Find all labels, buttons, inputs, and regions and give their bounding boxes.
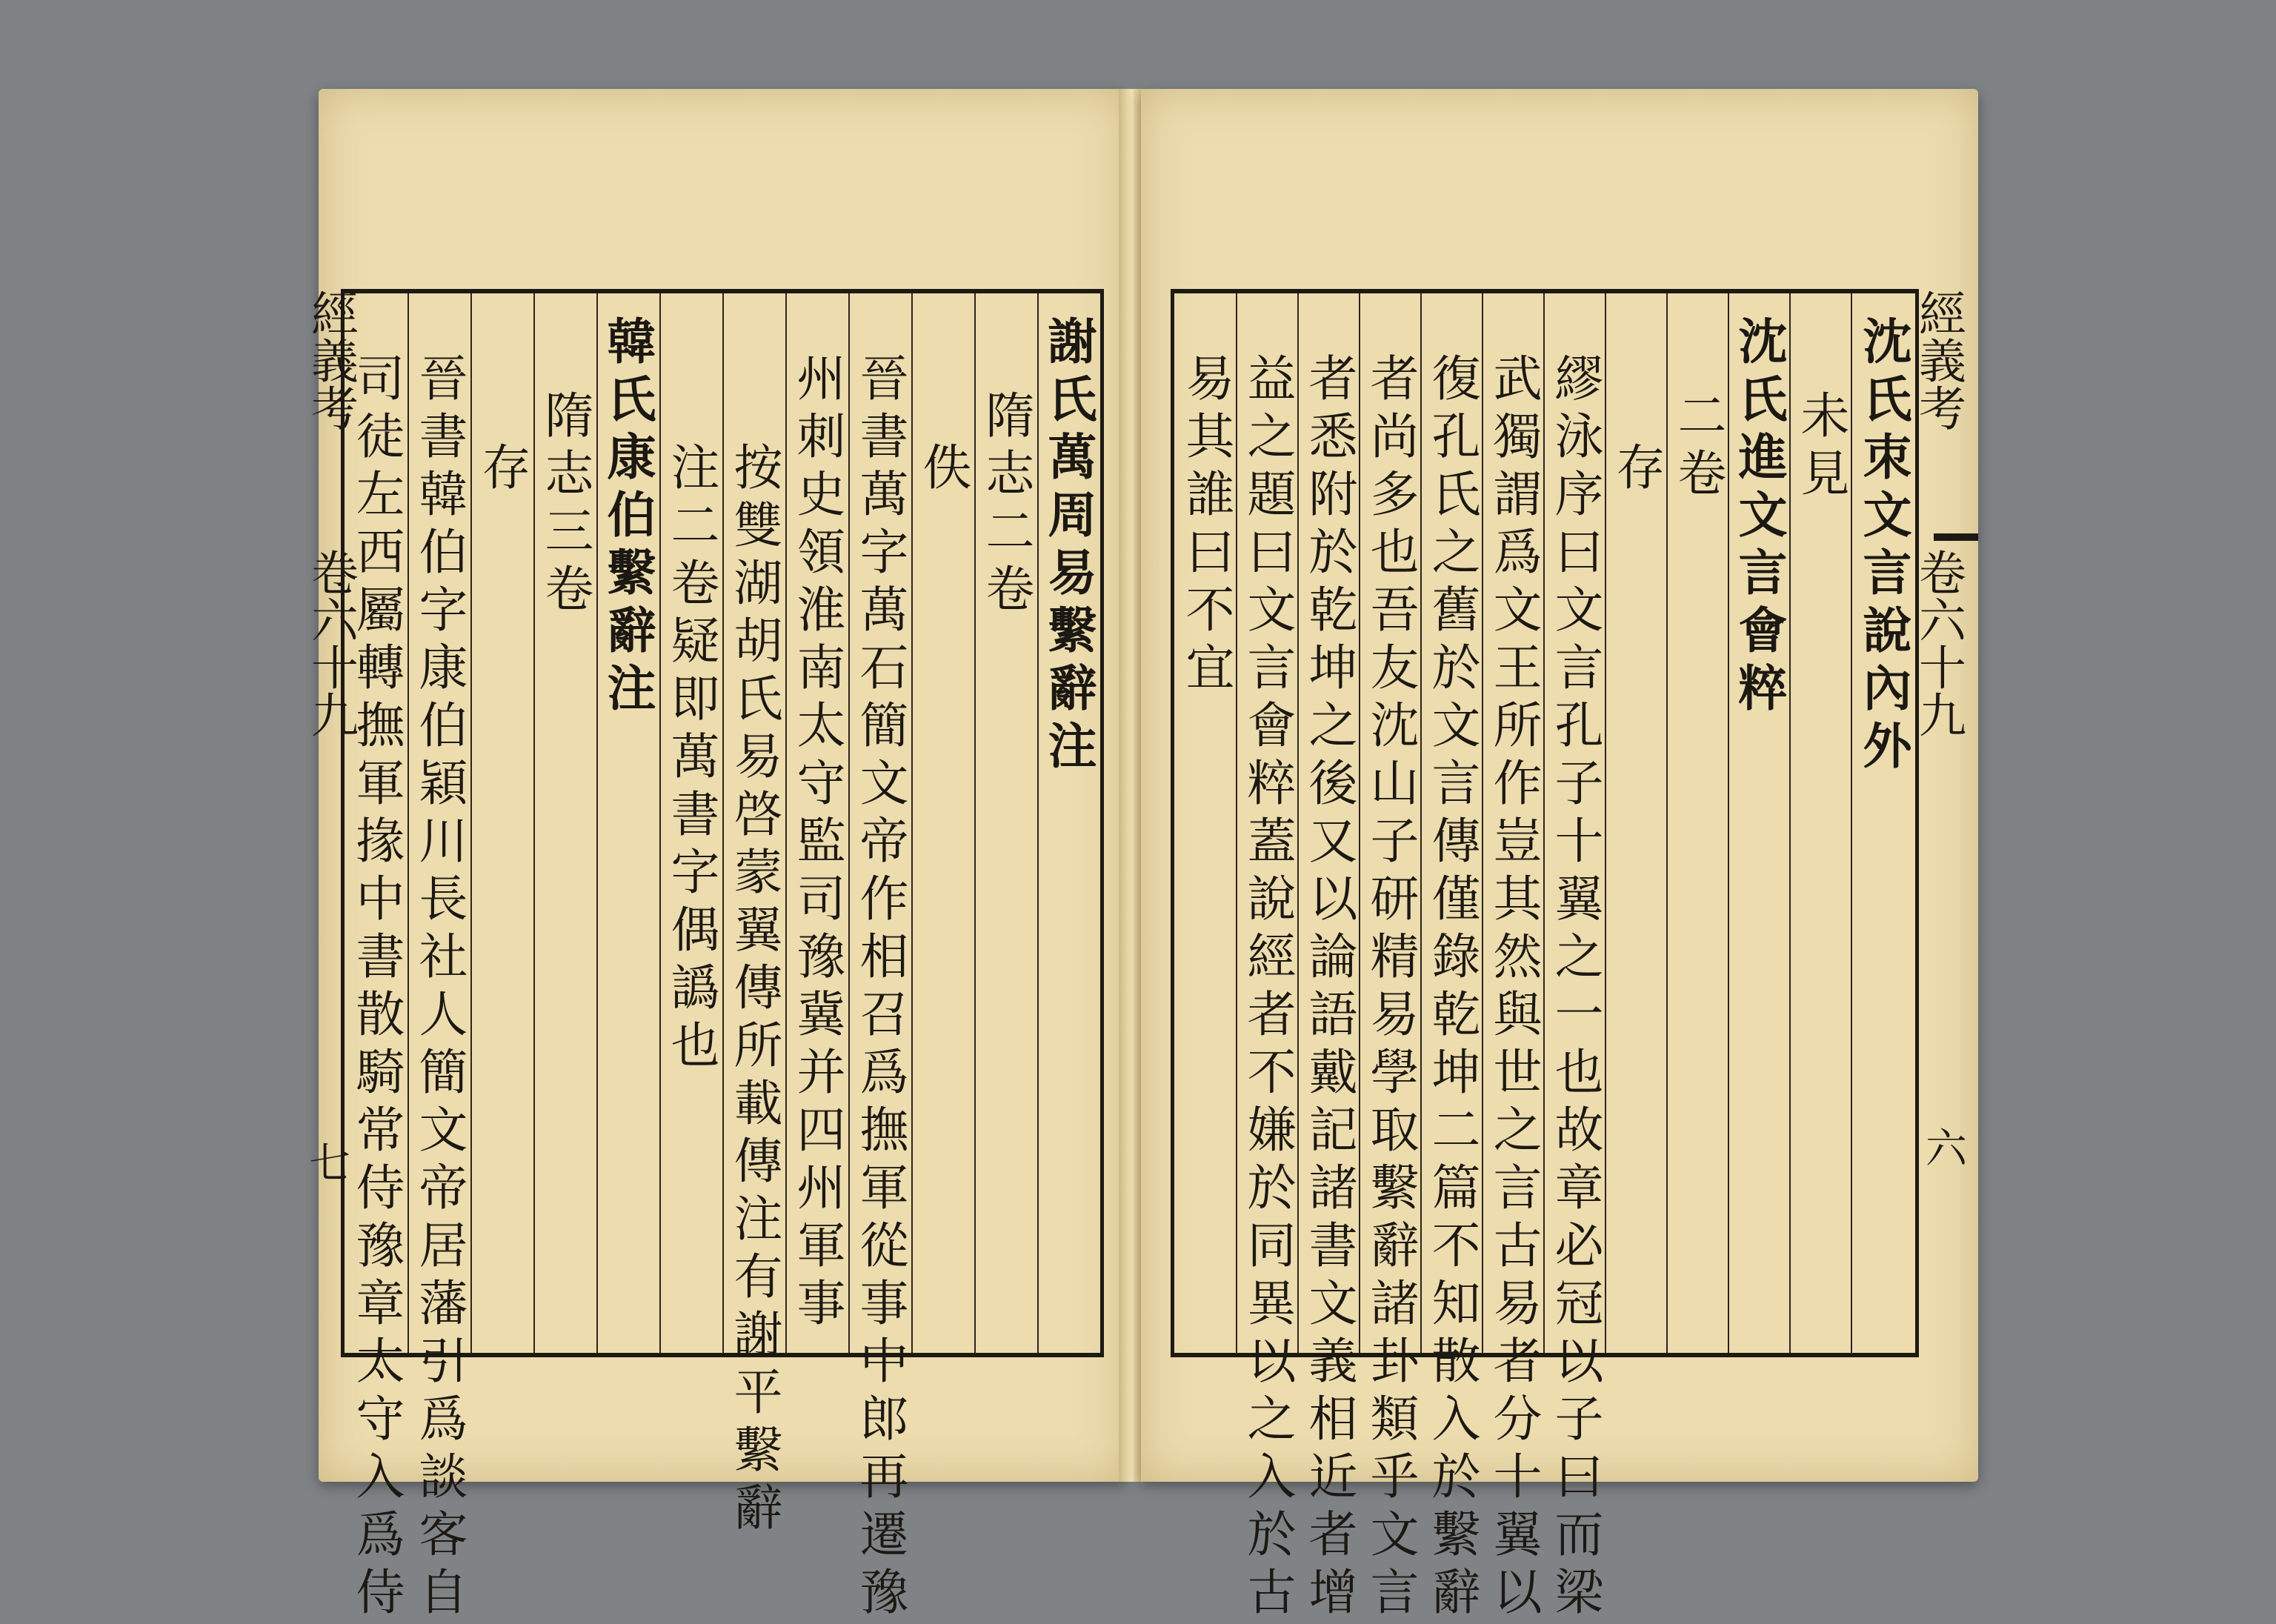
right-page	[1141, 89, 1978, 1624]
left-text-frame	[341, 289, 1104, 1624]
entry-title-shen-1: 沈氏朿文言說內外	[1854, 316, 1912, 778]
commentary-line: 易其誰曰不宜	[1177, 353, 1234, 699]
commentary-line: 晉書韓伯字康伯穎川長社人簡文帝居藩引爲談客自	[410, 353, 467, 1624]
fore-edge-volume: 卷六十九	[303, 548, 358, 738]
record-status: 未見	[1792, 390, 1849, 505]
fore-edge-title: 經義考	[1911, 289, 1966, 431]
commentary-line: 繆泳序曰文言孔子十翼之一也故章必冠以子曰而梁	[1546, 353, 1603, 1624]
record-source: 隋志三卷	[536, 390, 593, 621]
commentary-line: 復孔氏之舊於文言傳僅錄乾坤二篇不知散入於繫辭	[1423, 353, 1480, 1624]
commentary-line: 武獨謂爲文王所作豈其然與世之言古易者分十翼以	[1485, 353, 1542, 1624]
left-page	[319, 89, 1126, 1624]
fore-edge-title: 經義考	[303, 289, 358, 431]
commentary-line: 按雙湖胡氏易啓蒙翼傳所載傳注有謝平繫辭	[725, 442, 782, 1540]
entry-title-shen-2: 沈氏進文言會粹	[1730, 316, 1788, 720]
commentary-line: 者悉附於乾坤之後又以論語戴記諸書文義相近者增	[1300, 353, 1357, 1624]
commentary-line: 晉書萬字萬石簡文帝作相召爲撫軍從事中郎再遷豫	[851, 353, 908, 1624]
commentary-line: 司徒左西屬轉撫軍掾中書散騎常侍豫章太守入爲侍	[347, 353, 405, 1624]
commentary-line: 注二卷疑即萬書字偶譌也	[662, 442, 719, 1077]
record-status: 存	[473, 442, 530, 499]
book-spread	[302, 89, 1978, 1624]
record-source: 二卷	[1669, 390, 1726, 505]
fore-edge-folio: 七	[302, 1141, 350, 1182]
right-text-frame	[1171, 289, 1919, 1624]
commentary-line: 州刺史領淮南太守監司豫冀并四州軍事	[788, 353, 845, 1335]
record-status: 存	[1608, 442, 1665, 499]
fore-edge-folio: 六	[1919, 1126, 1967, 1168]
record-status: 佚	[914, 442, 971, 499]
fish-tail-mark	[1934, 533, 1978, 541]
fore-edge-volume: 卷六十九	[1911, 548, 1966, 738]
commentary-line: 者尚多也吾友沈山子研精易學取繫辭諸卦類乎文言	[1362, 353, 1419, 1624]
entry-title-han: 韓氏康伯繫辭注	[599, 316, 656, 720]
entry-title-xie: 謝氏萬周易繫辭注	[1039, 316, 1097, 778]
commentary-line: 益之題曰文言會粹蓋說經者不嫌於同異以之入於古	[1239, 353, 1296, 1624]
record-source: 隋志二卷	[977, 390, 1034, 621]
